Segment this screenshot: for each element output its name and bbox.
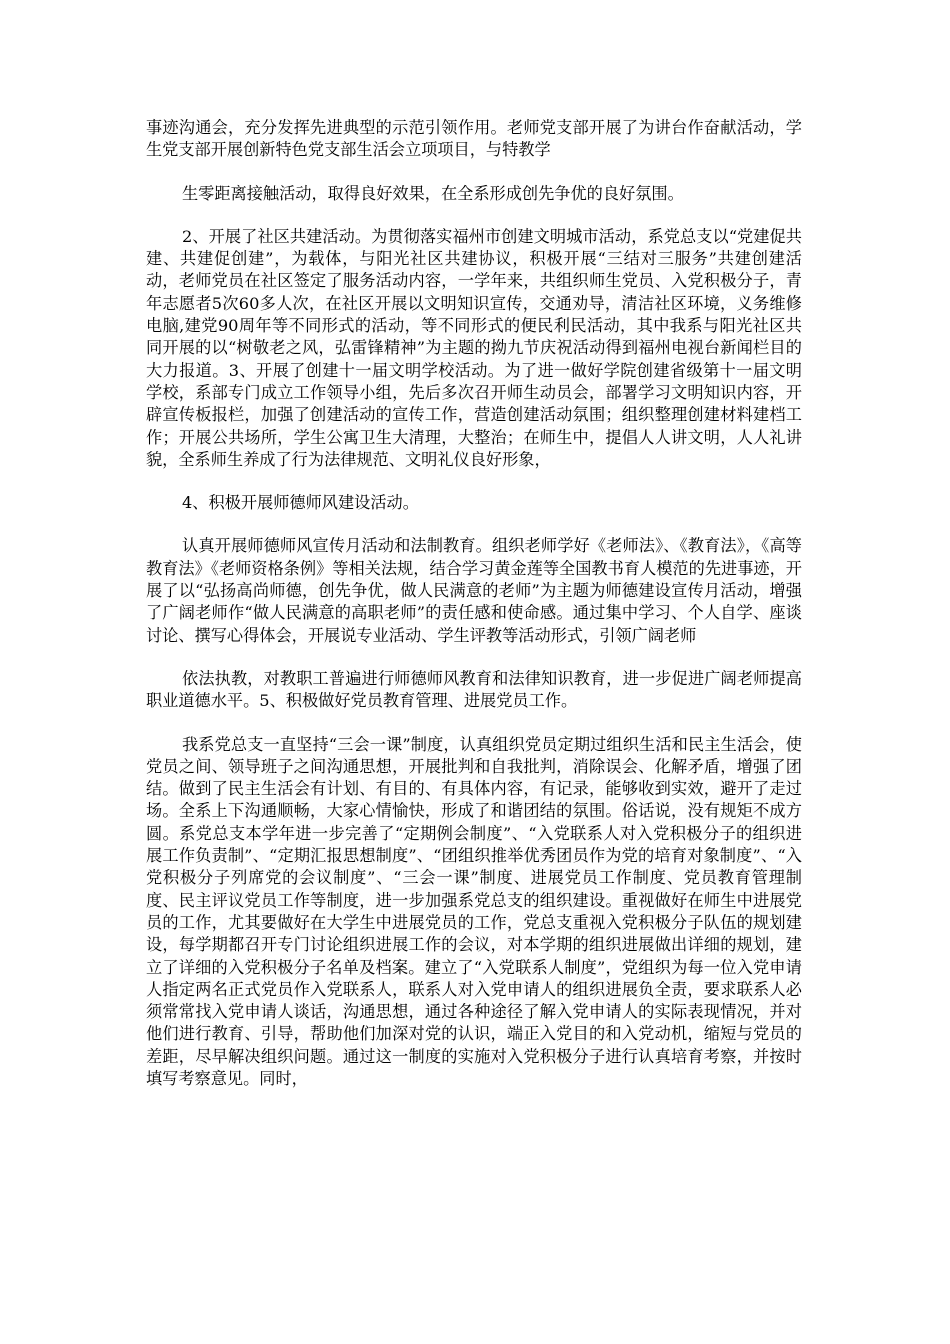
document-body — [146, 117, 802, 1111]
paragraph-3: 2、开展了社区共建活动。为贯彻落实福州市创建文明城市活动，系党总支以“党建促共建、共建促创建”，为载体，与阳光社区共建协议，积极开展“三结对三服务”共建创建活动，老师党员在社区签定了服务活动内容，一学年来，共组织师生党员、入党积极分子，青年志愿者5次60多人次，在社区开展以文明知识宣传，交通劝导，清洁社区环境，义务维修电脑,建党90周年等不同形式的活动，等不同形式的便民利民活动，其中我系与阳光社区共同开展的以“树敬老之风，弘雷锋精神”为主题的拗九节庆祝活动得到福州电视台新闻栏目的大力报道。3、开展了创建十一届文明学校活动。为了进一做好学院创建省级第十一届文明学校，系部专门成立工作领导小组，先后多次召开师生动员会，部署学习文明知识内容，开辟宣传板报栏，加强了创建活动的宣传工作，营造创建活动氛围；组织整理创建材料建档工作；开展公共场所，学生公寓卫生大清理，大整治；在师生中，提倡人人讲文明，人人礼讲貌，全系师生养成了行为法律规范、文明礼仪良好形象， — [146, 226, 802, 469]
paragraph-2: 生零距离接触活动，取得良好效果，在全系形成创先争优的良好氛围。 — [182, 183, 684, 203]
paragraph-7: 我系党总支一直坚持“三会一课”制度，认真组织党员定期过组织生活和民主生活会，使党员之间、领导班子之间沟通思想，开展批判和自我批判，消除误会、化解矛盾，增强了团结。做到了民主生活会有计划、有目的、有具体内容，有记录，能够收到实效，避开了走过场。全系上下沟通顺畅，大家心情愉快，形成了和谐团结的氛围。俗话说，没有规矩不成方圆。系党总支本学年进一步完善了“定期例会制度”、“入党联系人对入党积极分子的组织进展工作负责制”、“定期汇报思想制度”、“团组织推举优秀团员作为党的培育对象制度”、“入党积极分子列席党的会议制度”、“三会一课”制度、进展党员工作制度、党员教育管理制度、民主评议党员工作等制度，进一步加强系党总支的组织建设。重视做好在师生中进展党员的工作，尤其要做好在大学生中进展党员的工作，党总支重视入党积极分子队伍的规划建设，每学期都召开专门讨论组织进展工作的会议，对本学期的组织进展做出详细的规划，建立了详细的入党积极分子名单及档案。建立了“入党联系人制度”，党组织为每一位入党申请人指定两名正式党员作入党联系人，联系人对入党申请人的组织进展负全责，要求联系人必须常常找入党申请人谈话，沟通思想，通过各种途径了解入党申请人的实际表现情况，并对他们进行教育、引导，帮助他们加深对党的认识，端正入党目的和入党动机，缩短与党员的差距，尽早解决组织问题。通过这一制度的实施对入党积极分子进行认真培育考察，并按时填写考察意见。同时， — [146, 734, 802, 1088]
paragraph-4: 4、积极开展师德师风建设活动。 — [182, 493, 419, 513]
paragraph-1: 事迹沟通会，充分发挥先进典型的示范引领作用。老师党支部开展了为讲台作奋献活动，学生党支部开展创新特色党支部生活会立项项目，与特教学 — [146, 118, 802, 160]
paragraph-6: 依法执教，对教职工普遍进行师德师风教育和法律知识教育，进一步促进广阔老师提高职业道德水平。5、积极做好党员教育管理、进展党员工作。 — [146, 668, 802, 711]
paragraph-5: 认真开展师德师风宣传月活动和法制教育。组织老师学好《老师法》、《教育法》，《高等教育法》《老师资格条例》等相关法规，结合学习黄金莲等全国教书育人模范的先进事迹，开展了以“弘扬高尚师德，创先争优，做人民满意的老师”为主题为师德建设宣传月活动，增强了广阔老师作“做人民满意的高职老师”的责任感和使命感。通过集中学习、个人自学、座谈讨论、撰写心得体会，开展说专业活动、学生评教等活动形式，引领广阔老师 — [146, 536, 802, 645]
